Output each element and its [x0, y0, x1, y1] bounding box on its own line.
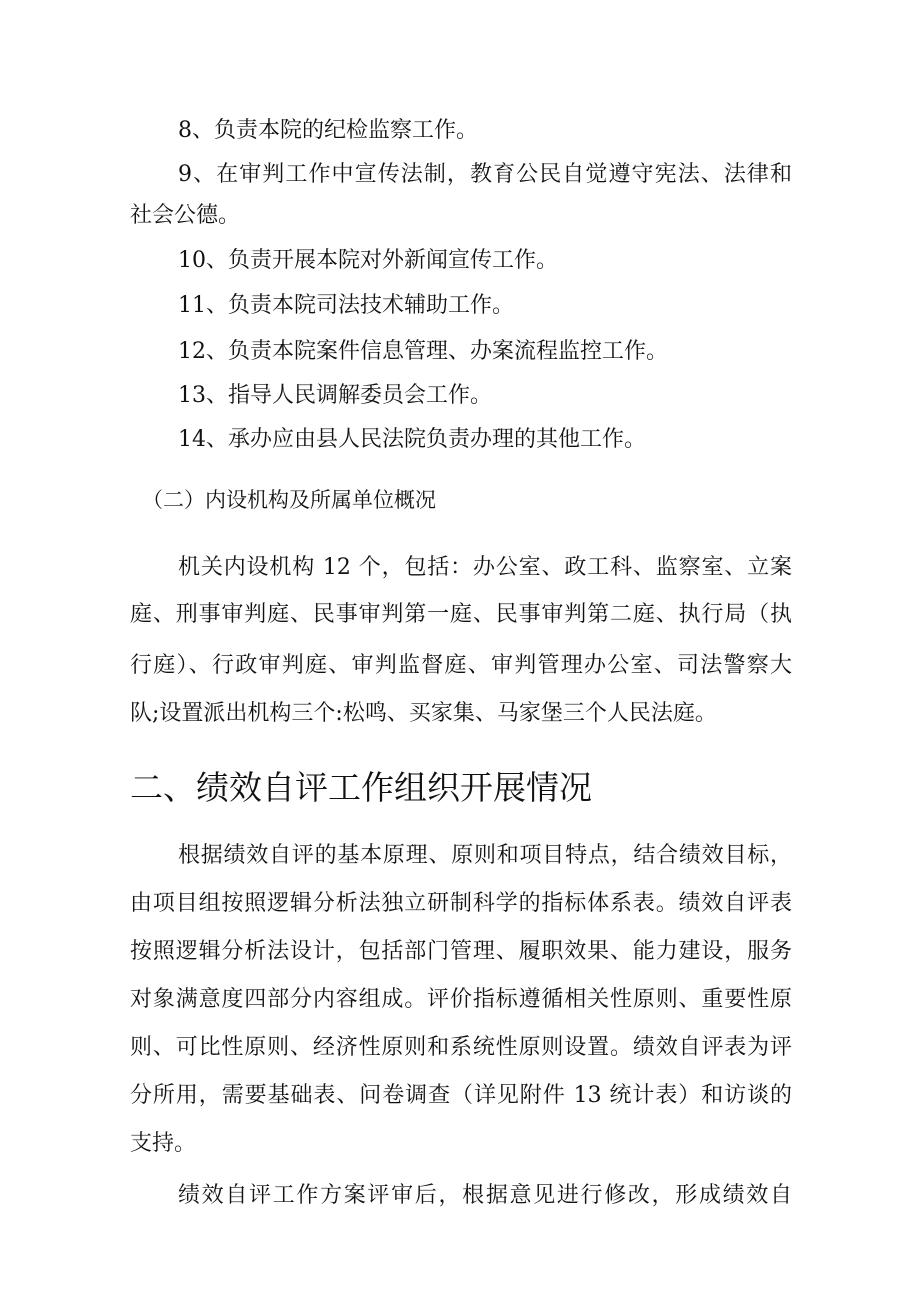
duty-item-9-continued: 社会公德。 [130, 203, 241, 228]
section-paragraph-1-line-6: 分所用，需要基础表、问卷调查（详见附件 13 统计表）和访谈的 [130, 1083, 792, 1108]
subsection-title: （二）内设机构及所属单位概况 [142, 488, 436, 512]
section-paragraph-1-line-5: 则、可比性原则、经济性原则和系统性原则设置。绩效自评表为评 [130, 1035, 792, 1060]
org-paragraph-line-2: 庭、刑事审判庭、民事审判第一庭、民事审判第二庭、执行局（执 [130, 602, 792, 627]
section-paragraph-1-line-3: 按照逻辑分析法设计，包括部门管理、履职效果、能力建设，服务 [130, 939, 792, 964]
section-paragraph-1-line-4: 对象满意度四部分内容组成。评价指标遵循相关性原则、重要性原 [130, 987, 792, 1012]
duty-item-12: 12、负责本院案件信息管理、办案流程监控工作。 [178, 339, 668, 364]
org-paragraph-line-1: 机关内设机构 12 个，包括：办公室、政工科、监察室、立案 [178, 555, 792, 580]
section-paragraph-1-line-1: 根据绩效自评的基本原理、原则和项目特点，结合绩效目标， [178, 843, 792, 868]
duty-item-10: 10、负责开展本院对外新闻宣传工作。 [178, 248, 558, 273]
section-heading: 二、绩效自评工作组织开展情况 [130, 768, 592, 807]
duty-item-8: 8、负责本院的纪检监察工作。 [178, 118, 478, 143]
section-paragraph-1-line-7: 支持。 [130, 1131, 197, 1156]
duty-item-9: 9、在审判工作中宣传法制，教育公民自觉遵守宪法、法律和 [178, 162, 792, 187]
section-paragraph-1-line-2: 由项目组按照逻辑分析法独立研制科学的指标体系表。绩效自评表 [130, 891, 792, 916]
duty-item-14: 14、承办应由县人民法院负责办理的其他工作。 [178, 427, 646, 452]
section-paragraph-2-line-1: 绩效自评工作方案评审后，根据意见进行修改，形成绩效自 [178, 1183, 792, 1208]
org-paragraph-line-4: 队;设置派出机构三个:松鸣、买家集、马家堡三个人民法庭。 [130, 701, 717, 726]
duty-item-13: 13、指导人民调解委员会工作。 [178, 383, 492, 408]
duty-item-11: 11、负责本院司法技术辅助工作。 [178, 293, 514, 318]
org-paragraph-line-3: 行庭）、行政审判庭、审判监督庭、审判管理办公室、司法警察大 [130, 653, 792, 678]
